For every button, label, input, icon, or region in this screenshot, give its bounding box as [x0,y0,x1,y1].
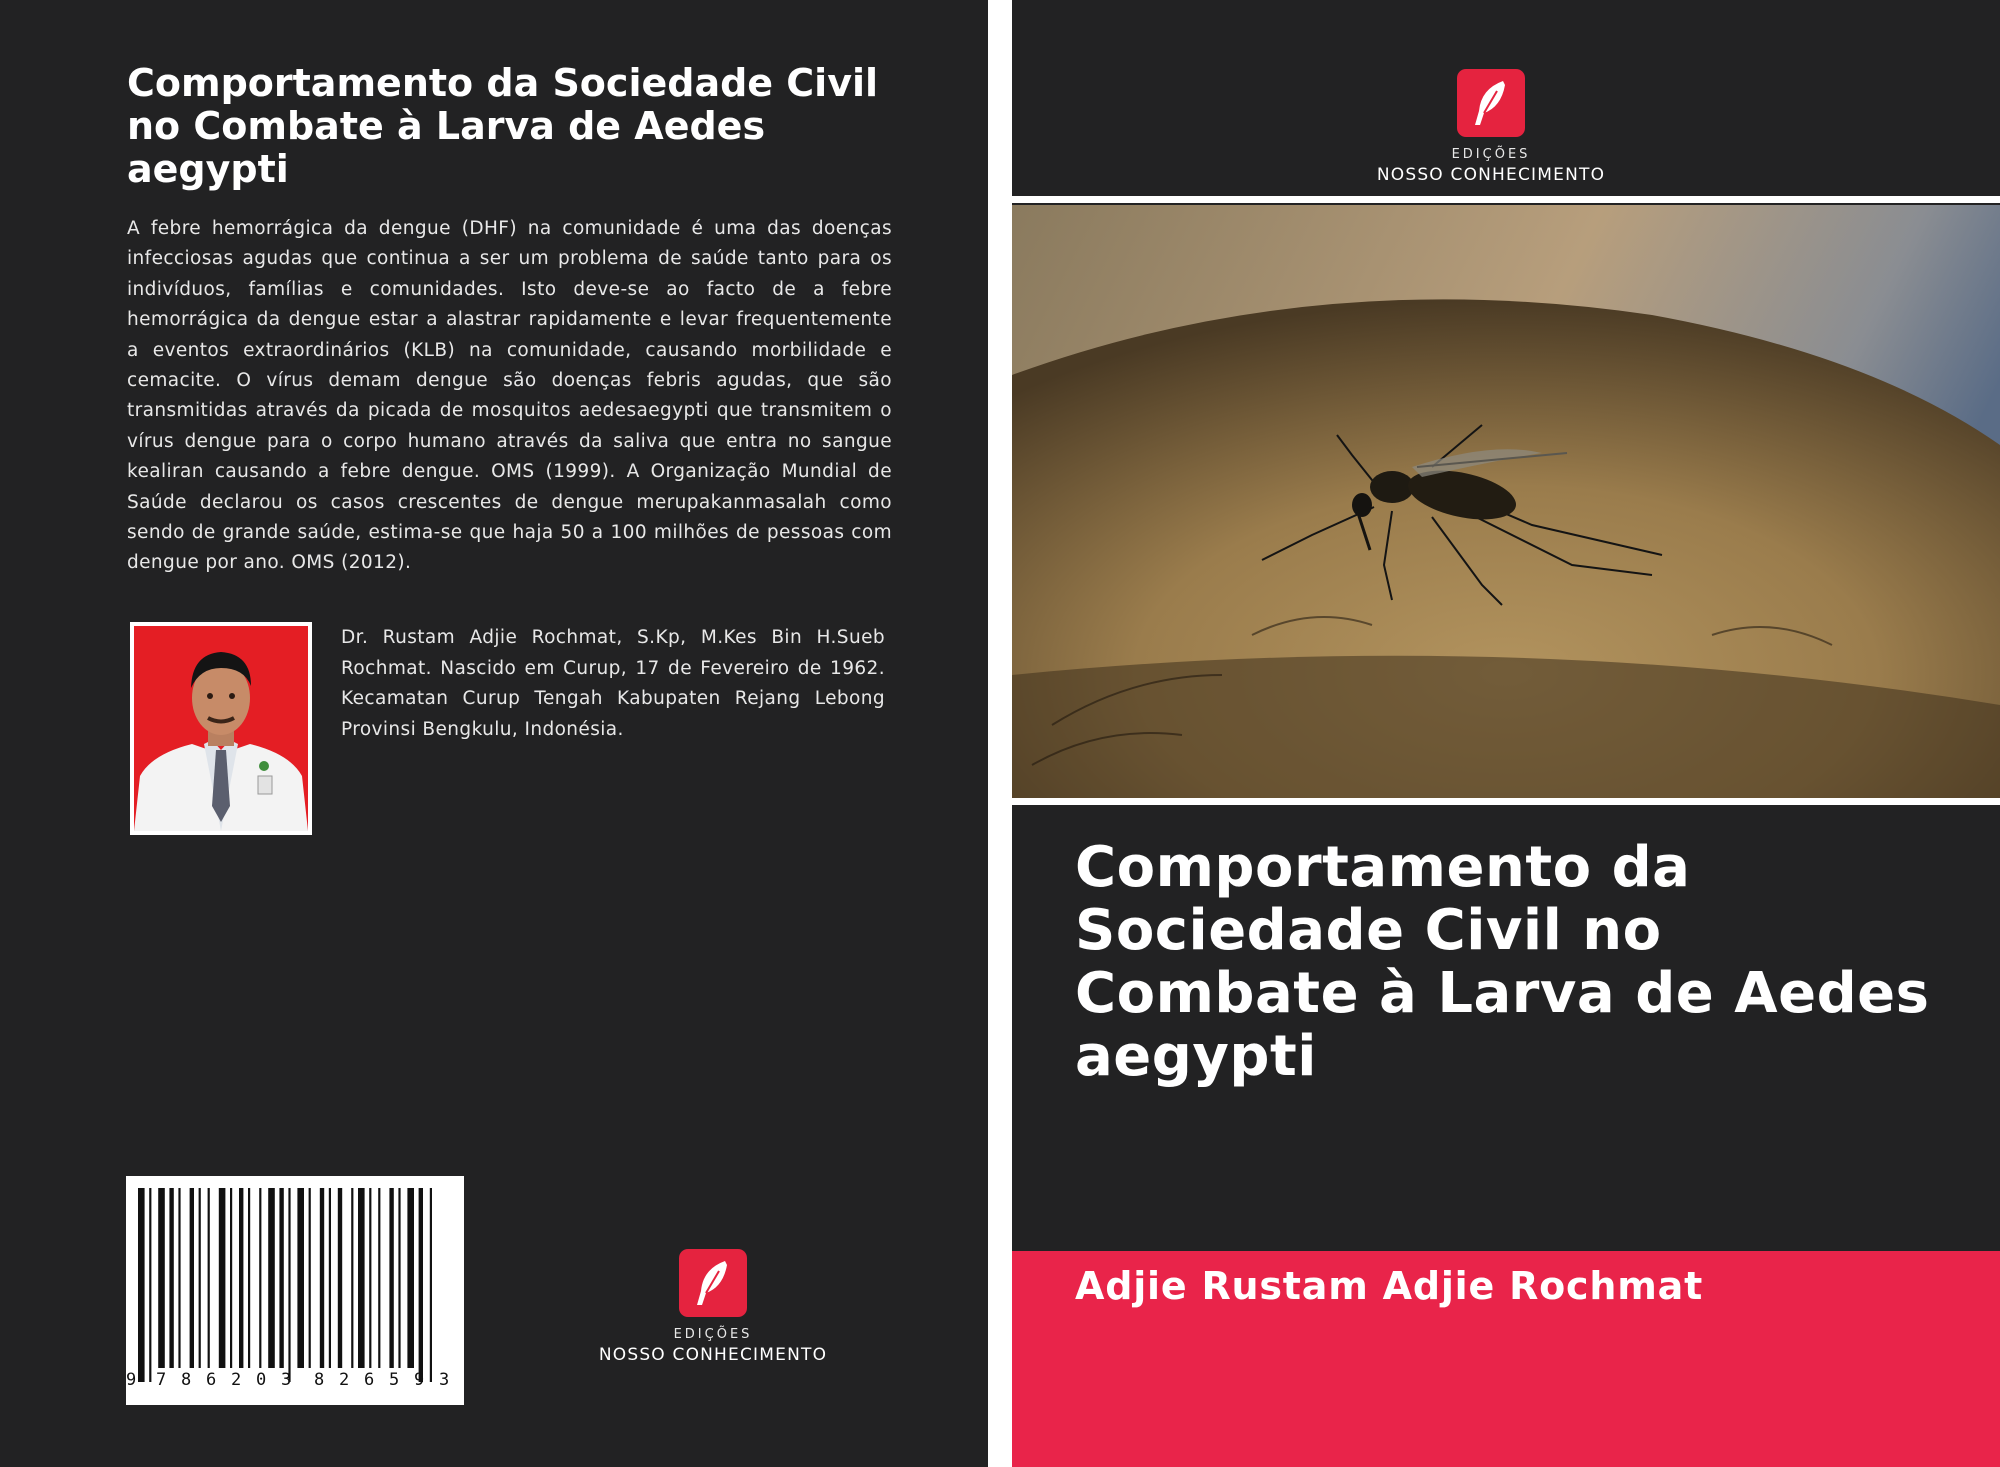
barcode-bar [239,1188,243,1368]
isbn-digit: 0 [256,1370,267,1390]
front-cover-title: Comportamento da Sociedade Civil no Combate à Larva de Aedes aegypti [1075,835,1930,1089]
isbn-barcode [126,1176,464,1405]
back-cover [0,0,988,1467]
barcode-bar [329,1188,331,1368]
isbn-digit: 3 [439,1370,450,1390]
book-blurb: A febre hemorrágica da dengue (DHF) na comunidade é uma das doenças infecciosas agudas que continua a ser um problema de saúde tanto para os indivíduos, famílias e comunidades. Isto deve-se ao facto de a febre hemorrágica da dengue estar a alastrar rapidamente e levar frequentemente a eventos extraordinários (KLB) na comunidade, causando morbilidade e cemacite. O vírus demam dengue são doenças febris agudas, que são transmitidas através da picada de mosquitos aedesaegypti que transmitem o vírus dengue para o corpo humano através da saliva que entra no sangue kealiran causando a febre dengue. OMS (1999). A Organização Mundial de Saúde declarou os casos crescentes de dengue merupakanmasalah como sendo de grande saúde, estima-se que haja 50 a 100 milhões de pessoas com dengue por ano. OMS (2012). [127,218,892,574]
barcode-bar [430,1188,432,1382]
barcode-bar [398,1188,400,1368]
barcode-bar [178,1188,180,1368]
barcode-bar [208,1188,210,1368]
barcode-bar [199,1188,201,1368]
barcode-bar [369,1188,371,1368]
barcode-bar [138,1188,145,1382]
author-photo [130,622,312,835]
feather-logo-icon [1457,69,1525,137]
barcode-bar [158,1188,165,1368]
isbn-digit: 8 [314,1370,325,1390]
barcode-bar [169,1188,173,1368]
publisher-line2: NOSSO CONHECIMENTO [598,1345,828,1365]
author-bio: Dr. Rustam Adjie Rochmat, S.Kp, M.Kes Bin H.Sueb Rochmat. Nascido em Curup, 17 de Fevereiro de 1962. Kecamatan Curup Tengah Kabupaten Rejang Lebong Provinsi Bengkulu, Indonésia. [341,627,885,740]
barcode-bar [288,1188,290,1382]
barcode-bar [351,1188,353,1368]
isbn-digit: 2 [231,1370,242,1390]
isbn-digit: 6 [206,1370,217,1390]
isbn-digit: 8 [181,1370,192,1390]
barcode-bar [279,1188,283,1368]
mosquito-on-skin-image [1012,205,2000,798]
isbn-digits [126,1370,464,1394]
author-portrait-image [134,626,308,831]
barcode-bar [378,1188,380,1368]
barcode-bar [358,1188,365,1368]
front-cover-author: Adjie Rustam Adjie Rochmat [1075,1264,1704,1308]
isbn-digit: 6 [364,1370,375,1390]
barcode-bar [268,1188,275,1368]
barcode-bar [248,1188,250,1368]
isbn-digit: 9 [126,1370,137,1390]
author-band [1012,1251,2000,1467]
publisher-line1: EDIÇÕES [673,1327,753,1342]
barcode-bar [407,1188,414,1368]
barcode-bar [338,1188,342,1368]
spine [988,0,1012,1467]
barcode-bar [419,1188,423,1382]
divider-bottom [1012,798,2000,805]
isbn-digit: 3 [281,1370,292,1390]
isbn-digit: 2 [339,1370,350,1390]
barcode-bar [320,1188,324,1368]
feather-logo-icon [679,1249,747,1317]
cover-mosquito-photo [1012,205,2000,798]
publisher-logo-back [679,1249,747,1317]
back-cover-title: Comportamento da Sociedade Civil no Combate à Larva de Aedes aegypti [127,61,879,191]
divider-top [1012,196,2000,203]
barcode-bar [297,1188,304,1368]
barcode-bar [259,1188,261,1368]
barcode-bar [230,1188,232,1368]
isbn-digit: 7 [156,1370,167,1390]
isbn-digit: 9 [414,1370,425,1390]
barcode-bar [219,1188,226,1368]
publisher-logo-front [1457,69,1525,137]
barcode-bar [190,1188,194,1368]
barcode-bar [309,1188,311,1368]
barcode-bar [389,1188,393,1368]
publisher-line2: NOSSO CONHECIMENTO [1376,165,1606,185]
publisher-line1: EDIÇÕES [1451,147,1531,162]
barcode-bar [149,1188,151,1382]
isbn-digit: 5 [389,1370,400,1390]
